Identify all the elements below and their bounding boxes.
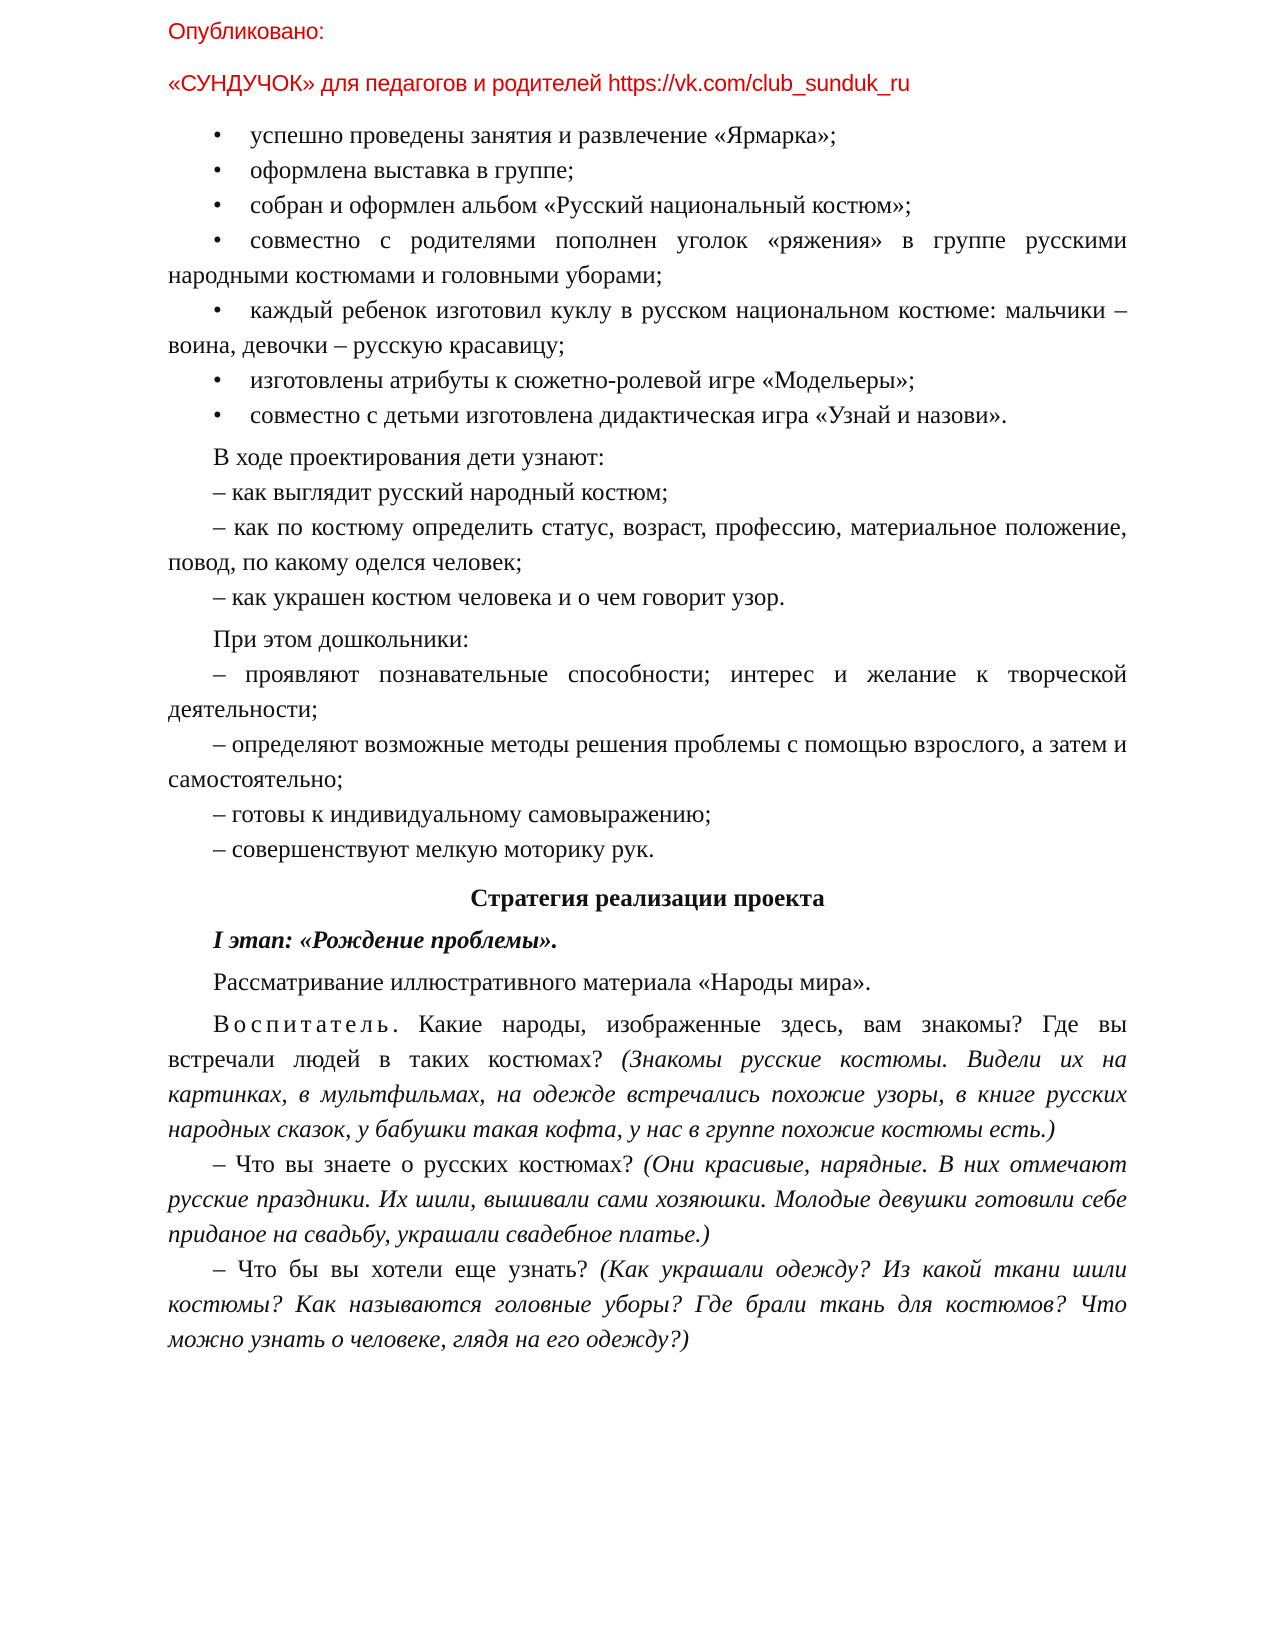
preschoolers-intro: При этом дошкольники: [213, 626, 470, 653]
list-item: – определяют возможные методы решения проблемы с помощью взрослого, а затем и самостоятельно; [168, 731, 1127, 793]
list-item: • совместно с детьми изготовлена дидактическая игра «Узнай и назови». [168, 398, 1127, 433]
list-item: • изготовлены атрибуты к сюжетно-ролевой игре «Модельеры»; [168, 363, 1127, 398]
children-answer: (Знакомы русские костюмы. Видели их на картинках, в мультфильмах, на одежде встречались похожие узоры, в книге русских народных сказок, у бабушки такая кофта, у нас в группе похожие костюмы есть.) [168, 1046, 1127, 1143]
list-item: • совместно с родителями пополнен уголок «ряжения» в группе русскими народными костюмами и головными уборами; [168, 223, 1127, 293]
list-item: • каждый ребенок изготовил куклу в русском национальном костюме: мальчики – воина, девочки – русскую красавицу; [168, 293, 1127, 363]
section-title: Стратегия реализации проекта [470, 885, 825, 912]
dialogue-paragraph: – Что вы знаете о русских костюмах? (Они красивые, нарядные. В них отмечают русские праздники. Их шили, вышивали сами хозяюшки. Молодые девушки готовили себе приданое на свадьбу, украшали свадебное платье.) [168, 1151, 1128, 1248]
speaker-label: Воспитатель [213, 1011, 393, 1038]
children-answer: (Как украшали одежду? Из какой ткани шили костюмы? Как называются головные уборы? Где брали ткань для костюмов? Что можно узнать о человеке, глядя на его одежду?) [168, 1256, 1128, 1353]
bullet-icon: • [213, 192, 222, 219]
stage-heading: I этап: «Рождение проблемы». [213, 927, 558, 954]
dialogue-paragraph: – Что бы вы хотели еще узнать? (Как украшали одежду? Из какой ткани шили костюмы? Как называются головные уборы? Где брали ткань для костюмов? Что можно узнать о человеке, глядя на его одежду?) [168, 1256, 1128, 1353]
list-item: – совершенствуют мелкую моторику рук. [213, 836, 655, 863]
material-paragraph: Рассматривание иллюстративного материала «Народы мира». [213, 969, 872, 996]
dialogue-paragraph: Воспитатель. Какие народы, изображенные здесь, вам знакомы? Где вы встречали людей в таких костюмах? (Знакомы русские костюмы. Видели их на картинках, в мультфильмах, на одежде встречались похожие узоры, в книге русских народных сказок, у бабушки такая кофта, у нас в группе похожие костюмы есть.) [168, 1011, 1127, 1143]
children-answer: (Они красивые, нарядные. В них отмечают русские праздники. Их шили, вышивали сами хозяюшки. Молодые девушки готовили себе приданое на свадьбу, украшали свадебное платье.) [168, 1151, 1128, 1248]
list-item: – как по костюму определить статус, возраст, профессию, материальное положение, повод, по какому оделся человек; [168, 514, 1127, 576]
list-item: – как выглядит русский народный костюм; [213, 479, 669, 506]
bullet-icon: • [213, 227, 222, 254]
bullet-icon: • [213, 157, 222, 184]
bullet-icon: • [213, 122, 222, 149]
bullet-icon: • [213, 297, 222, 324]
list-item: • успешно проведены занятия и развлечение «Ярмарка»; [168, 118, 1127, 153]
results-list [168, 118, 1127, 433]
bullet-icon: • [213, 367, 222, 394]
published-label: Опубликовано: [168, 18, 325, 44]
learn-intro: В ходе проектирования дети узнают: [213, 444, 605, 471]
bullet-icon: • [213, 402, 222, 429]
list-item: • собран и оформлен альбом «Русский национальный костюм»; [168, 188, 1127, 223]
document-body [168, 118, 1127, 1357]
source-link[interactable]: «СУНДУЧОК» для педагогов и родителей https://vk.com/club_sunduk_ru [168, 70, 910, 96]
list-item: – как украшен костюм человека и о чем говорит узор. [213, 584, 786, 611]
list-item: – проявляют познавательные способности; интерес и желание к творческой деятельности; [168, 661, 1127, 723]
list-item: – готовы к индивидуальному самовыражению; [213, 801, 712, 828]
list-item: • оформлена выставка в группе; [168, 153, 1127, 188]
